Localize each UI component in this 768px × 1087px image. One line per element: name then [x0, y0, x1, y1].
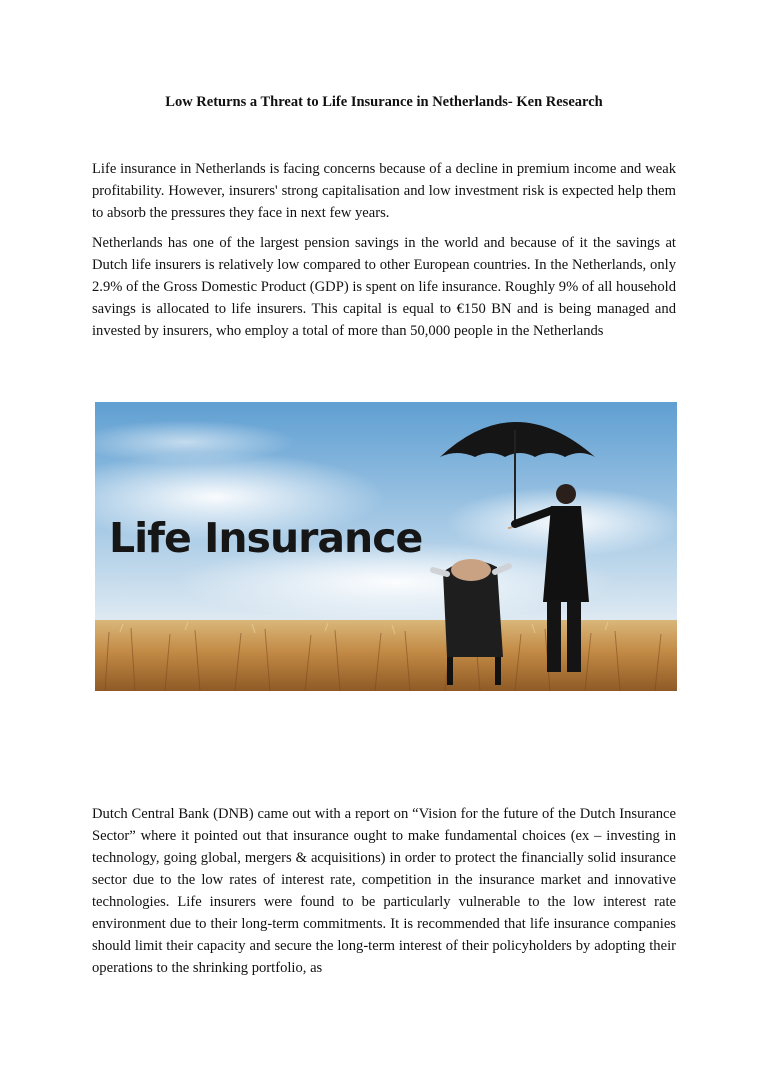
- paragraph-intro: Life insurance in Netherlands is facing concerns because of a decline in premium income and weak profitability. However, insurers' strong capitalisation and low investment risk is expected help them to absorb the pressures they face in next few years.: [92, 161, 676, 221]
- paragraph-dnb-report: Dutch Central Bank (DNB) came out with a report on “Vision for the future of the Dutch Insurance Sector” where it pointed out that insurance ought to make fundamental choices (ex – investing in technology, going global, mergers & acquisitions) in order to protect the financially solid insurance sector due to the low rates of interest rate, competition in the insurance market and innovative technologies. Life insurers were found to be particularly vulnerable to the low interest rate environment due to their long-term commitments. It is recommended that life insurance companies should limit their capacity and secure the long-term interest of their policyholders by adopting their operations to the shrinking portfolio, as: [92, 806, 676, 976]
- image-caption-text: Life Insurance: [109, 514, 423, 562]
- life-insurance-image: [95, 402, 677, 691]
- document-title: Low Returns a Threat to Life Insurance in Netherlands- Ken Research: [165, 94, 603, 110]
- paragraph-pension-savings: Netherlands has one of the largest pension savings in the world and because of it the savings at Dutch life insurers is relatively low compared to other European countries. In the Netherlands, only 2.9% of the Gross Domestic Product (GDP) is spent on life insurance. Roughly 9% of all household savings is allocated to life insurers. This capital is equal to €150 BN and is being managed and invested by insurers, who employ a total of more than 50,000 people in the Netherlands: [92, 235, 676, 339]
